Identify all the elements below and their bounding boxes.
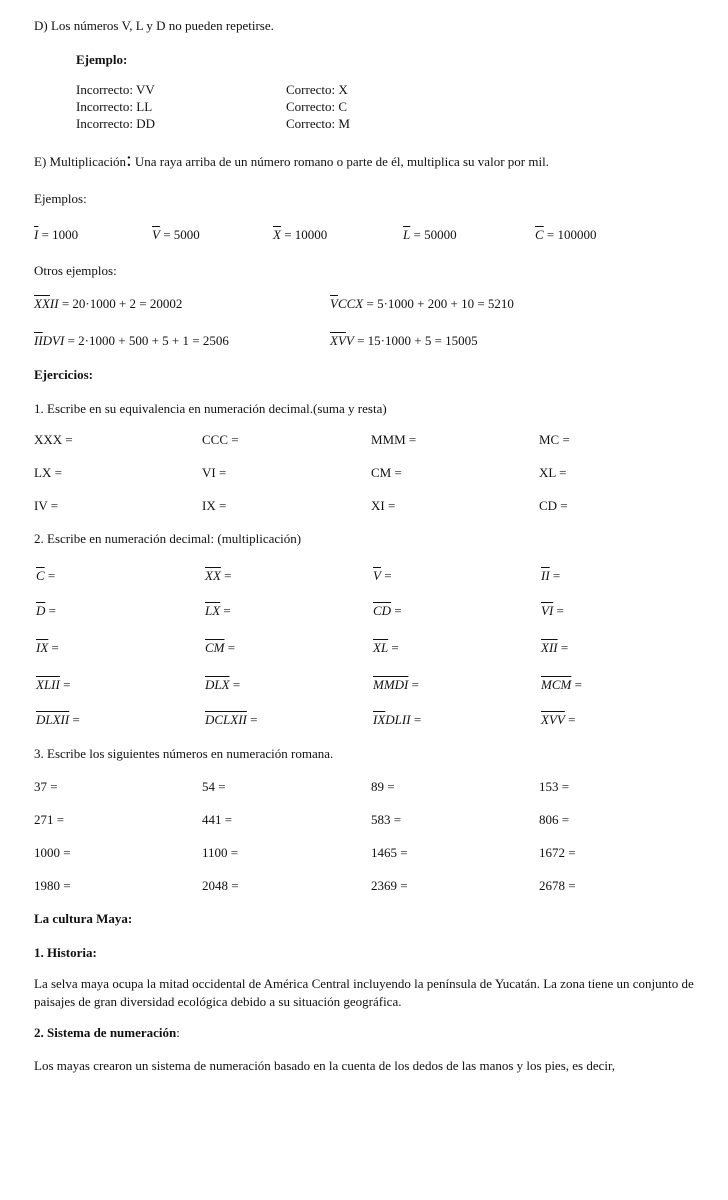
overlined-numeral: $\overline{V}$ [330, 296, 338, 311]
other-example [330, 333, 478, 349]
exercise-2-item [205, 677, 240, 693]
overlined-numeral: $\overline{C}$ [36, 568, 45, 583]
correct-example: Correcto: C [286, 99, 348, 114]
exercise-3-item: 1980 = [34, 878, 71, 893]
overlined-numeral: $\overline{I}$ [34, 227, 39, 242]
rule-e-colon: : [126, 149, 132, 171]
rule-e-text: Una raya arriba de un número romano o parte de él, multiplica su valor por mil. [131, 154, 549, 169]
overlined-numeral: MMDI [373, 677, 409, 692]
historia-heading: 1. Historia: [34, 945, 97, 960]
exercise-3-item: 2678 = [539, 878, 576, 893]
equals-sign: = [391, 603, 402, 618]
exercise-2-item [373, 603, 402, 619]
exercise-2-item [36, 568, 55, 584]
exercise-3-item: 806 = [539, 812, 570, 827]
exercise-2-item [36, 640, 59, 656]
equals-sign: = [408, 677, 419, 692]
other-result: = 20·1000 + 2 = 20002 [58, 296, 183, 311]
exercise-3-item: 153 = [539, 779, 570, 794]
equals-sign: = [564, 712, 576, 727]
ejemplos-label: Ejemplos: [34, 191, 87, 206]
exercise-3-item: 1100 = [202, 845, 239, 860]
sistema-heading: 2. Sistema de numeración [34, 1025, 177, 1040]
exercise-2-item [373, 568, 392, 584]
exercise-3-item: 89 = [371, 779, 395, 794]
exercise-2-item [373, 712, 421, 728]
exercise-3-item: 54 = [202, 779, 226, 794]
exercise-1-item: LX = [34, 465, 62, 480]
equals-sign: = [388, 640, 399, 655]
mult-result: = 10000 [280, 227, 328, 242]
exercise-2-item [373, 640, 399, 656]
overlined-numeral: $\overline{LX}$ [205, 603, 221, 618]
overlined-numeral: $\overline{CM}$ [205, 640, 225, 655]
overlined-numeral: $\overline{X}$ [273, 227, 281, 242]
exercise-3-item: 2369 = [371, 878, 408, 893]
sistema-paragraph: Los mayas crearon un sistema de numeración basado en la cuenta de los dedos de las manos y los pies, es decir, [34, 1058, 616, 1073]
otros-label: Otros ejemplos: [34, 263, 117, 278]
equals-sign: = [553, 603, 564, 618]
exercise-2-item [36, 603, 56, 619]
exercise-1-title: 1. Escribe en su equivalencia en numeración decimal.(suma y resta) [34, 401, 387, 416]
exercise-3-item: 37 = [34, 779, 58, 794]
rule-e [34, 149, 549, 171]
overlined-numeral: $\overline{V}$ [373, 568, 381, 583]
overlined-numeral: $\overline{IX}$ [36, 640, 49, 655]
equals-sign: = [45, 603, 56, 618]
exercise-3-item: 583 = [371, 812, 402, 827]
overlined-numeral: $\overline{II}$ [34, 333, 43, 348]
exercise-3-item: 1000 = [34, 845, 71, 860]
equals-sign: = [48, 640, 59, 655]
maya-heading: La cultura Maya: [34, 911, 133, 926]
mult-example [535, 227, 597, 243]
rule-d-text: D) Los números V, L y D no pueden repetirse. [34, 18, 274, 33]
exercise-2-item [541, 712, 575, 728]
mult-example [152, 227, 200, 243]
incorrect-example: Incorrecto: VV [76, 82, 155, 97]
overlined-numeral: $\overline{XII}$ [541, 640, 558, 655]
exercise-2-item [36, 712, 80, 728]
correct-example: Correcto: M [286, 116, 350, 131]
correct-example: Correcto: X [286, 82, 348, 97]
exercise-2-item [541, 568, 560, 584]
plain-numeral: V [345, 333, 354, 348]
ejemplo-heading: Ejemplo: [76, 52, 128, 67]
mult-example [403, 227, 457, 243]
plain-numeral: DVI [42, 333, 65, 348]
equals-sign: = [571, 677, 582, 692]
overlined-numeral: $\overline{XX}$ [205, 568, 221, 583]
exercise-3-item: 441 = [202, 812, 233, 827]
mult-result: = 5000 [159, 227, 200, 242]
overlined-numeral: $\overline{VI}$ [541, 603, 554, 618]
equals-sign: = [224, 640, 236, 655]
exercise-3-item: 1672 = [539, 845, 576, 860]
exercise-1-item: CD = [539, 498, 568, 513]
equals-sign: = [44, 568, 56, 583]
exercise-1-item: MMM = [371, 432, 417, 447]
mult-result: = 100000 [543, 227, 597, 242]
exercise-2-item [205, 603, 231, 619]
mult-example [34, 227, 78, 243]
exercise-3-title: 3. Escribe los siguientes números en numeración romana. [34, 746, 334, 761]
equals-sign: = [220, 603, 231, 618]
exercise-3-item: 271 = [34, 812, 65, 827]
overlined-numeral: $\overline{DLX}$ [205, 677, 230, 692]
exercise-1-item: CM = [371, 465, 402, 480]
other-example [330, 296, 514, 312]
exercise-2-item [373, 677, 419, 693]
other-example [34, 296, 182, 312]
overlined-numeral: XLII [36, 677, 60, 692]
overlined-numeral: $\overline{XL}$ [373, 640, 389, 655]
exercise-1-item: MC = [539, 432, 570, 447]
sistema-heading-line [34, 1025, 180, 1041]
overlined-numeral: $\overline{IX}$ [373, 712, 386, 727]
exercise-2-item [205, 568, 231, 584]
overlined-numeral: $\overline{XVV}$ [541, 712, 565, 727]
sistema-colon: : [176, 1025, 180, 1040]
exercise-3-item: 2048 = [202, 878, 239, 893]
equals-sign: = [380, 568, 392, 583]
plain-numeral: II [49, 296, 59, 311]
equals-sign: = [229, 677, 241, 692]
exercise-2-item [205, 640, 235, 656]
overlined-numeral: $\overline{D}$ [36, 603, 46, 618]
exercise-2-item [541, 677, 582, 693]
equals-sign: = [410, 712, 422, 727]
exercise-2-item [36, 677, 70, 693]
exercise-2-item [541, 603, 564, 619]
exercise-3-item: 1465 = [371, 845, 408, 860]
exercise-2-title: 2. Escribe en numeración decimal: (multiplicación) [34, 531, 302, 546]
overlined-numeral: $\overline{V}$ [152, 227, 160, 242]
overlined-numeral: $\overline{XX}$ [34, 296, 50, 311]
overlined-numeral: DLXII [36, 712, 70, 727]
mult-result: = 50000 [410, 227, 457, 242]
exercise-1-item: XXX = [34, 432, 73, 447]
overlined-numeral: DCLXII [205, 712, 247, 727]
overlined-numeral: $\overline{II}$ [541, 568, 550, 583]
equals-sign: = [557, 640, 569, 655]
exercise-2-item [541, 640, 568, 656]
equals-sign: = [246, 712, 258, 727]
mult-example [273, 227, 327, 243]
equals-sign: = [69, 712, 80, 727]
incorrect-example: Incorrecto: LL [76, 99, 153, 114]
plain-numeral: CCX [337, 296, 364, 311]
exercise-1-item: CCC = [202, 432, 239, 447]
other-result: = 5·1000 + 200 + 10 = 5210 [363, 296, 514, 311]
ejercicios-heading: Ejercicios: [34, 367, 93, 382]
exercise-2-item [205, 712, 257, 728]
equals-sign: = [59, 677, 71, 692]
mult-result: = 1000 [38, 227, 79, 242]
plain-numeral: DLII [385, 712, 411, 727]
equals-sign: = [220, 568, 232, 583]
equals-sign: = [549, 568, 561, 583]
overlined-numeral: $\overline{MCM}$ [541, 677, 572, 692]
exercise-1-item: XI = [371, 498, 396, 513]
incorrect-example: Incorrecto: DD [76, 116, 156, 131]
exercise-1-item: VI = [202, 465, 227, 480]
exercise-1-item: XL = [539, 465, 567, 480]
historia-paragraph: La selva maya ocupa la mitad occidental de América Central incluyendo la península de Yucatán. La zona tiene un conjunto de paisajes de gran diversidad ecológica debido a su situación geográfica. [34, 976, 694, 1009]
other-result: = 2·1000 + 500 + 5 + 1 = 2506 [64, 333, 229, 348]
other-example [34, 333, 229, 349]
other-result: = 15·1000 + 5 = 15005 [353, 333, 478, 348]
rule-e-label: E) Multiplicación [34, 154, 127, 169]
exercise-1-item: IX = [202, 498, 227, 513]
overlined-numeral: $\overline{C}$ [535, 227, 544, 242]
overlined-numeral: $\overline{L}$ [403, 227, 411, 242]
exercise-1-item: IV = [34, 498, 59, 513]
overlined-numeral: $\overline{CD}$ [373, 603, 392, 618]
overlined-numeral: $\overline{XV}$ [330, 333, 346, 348]
